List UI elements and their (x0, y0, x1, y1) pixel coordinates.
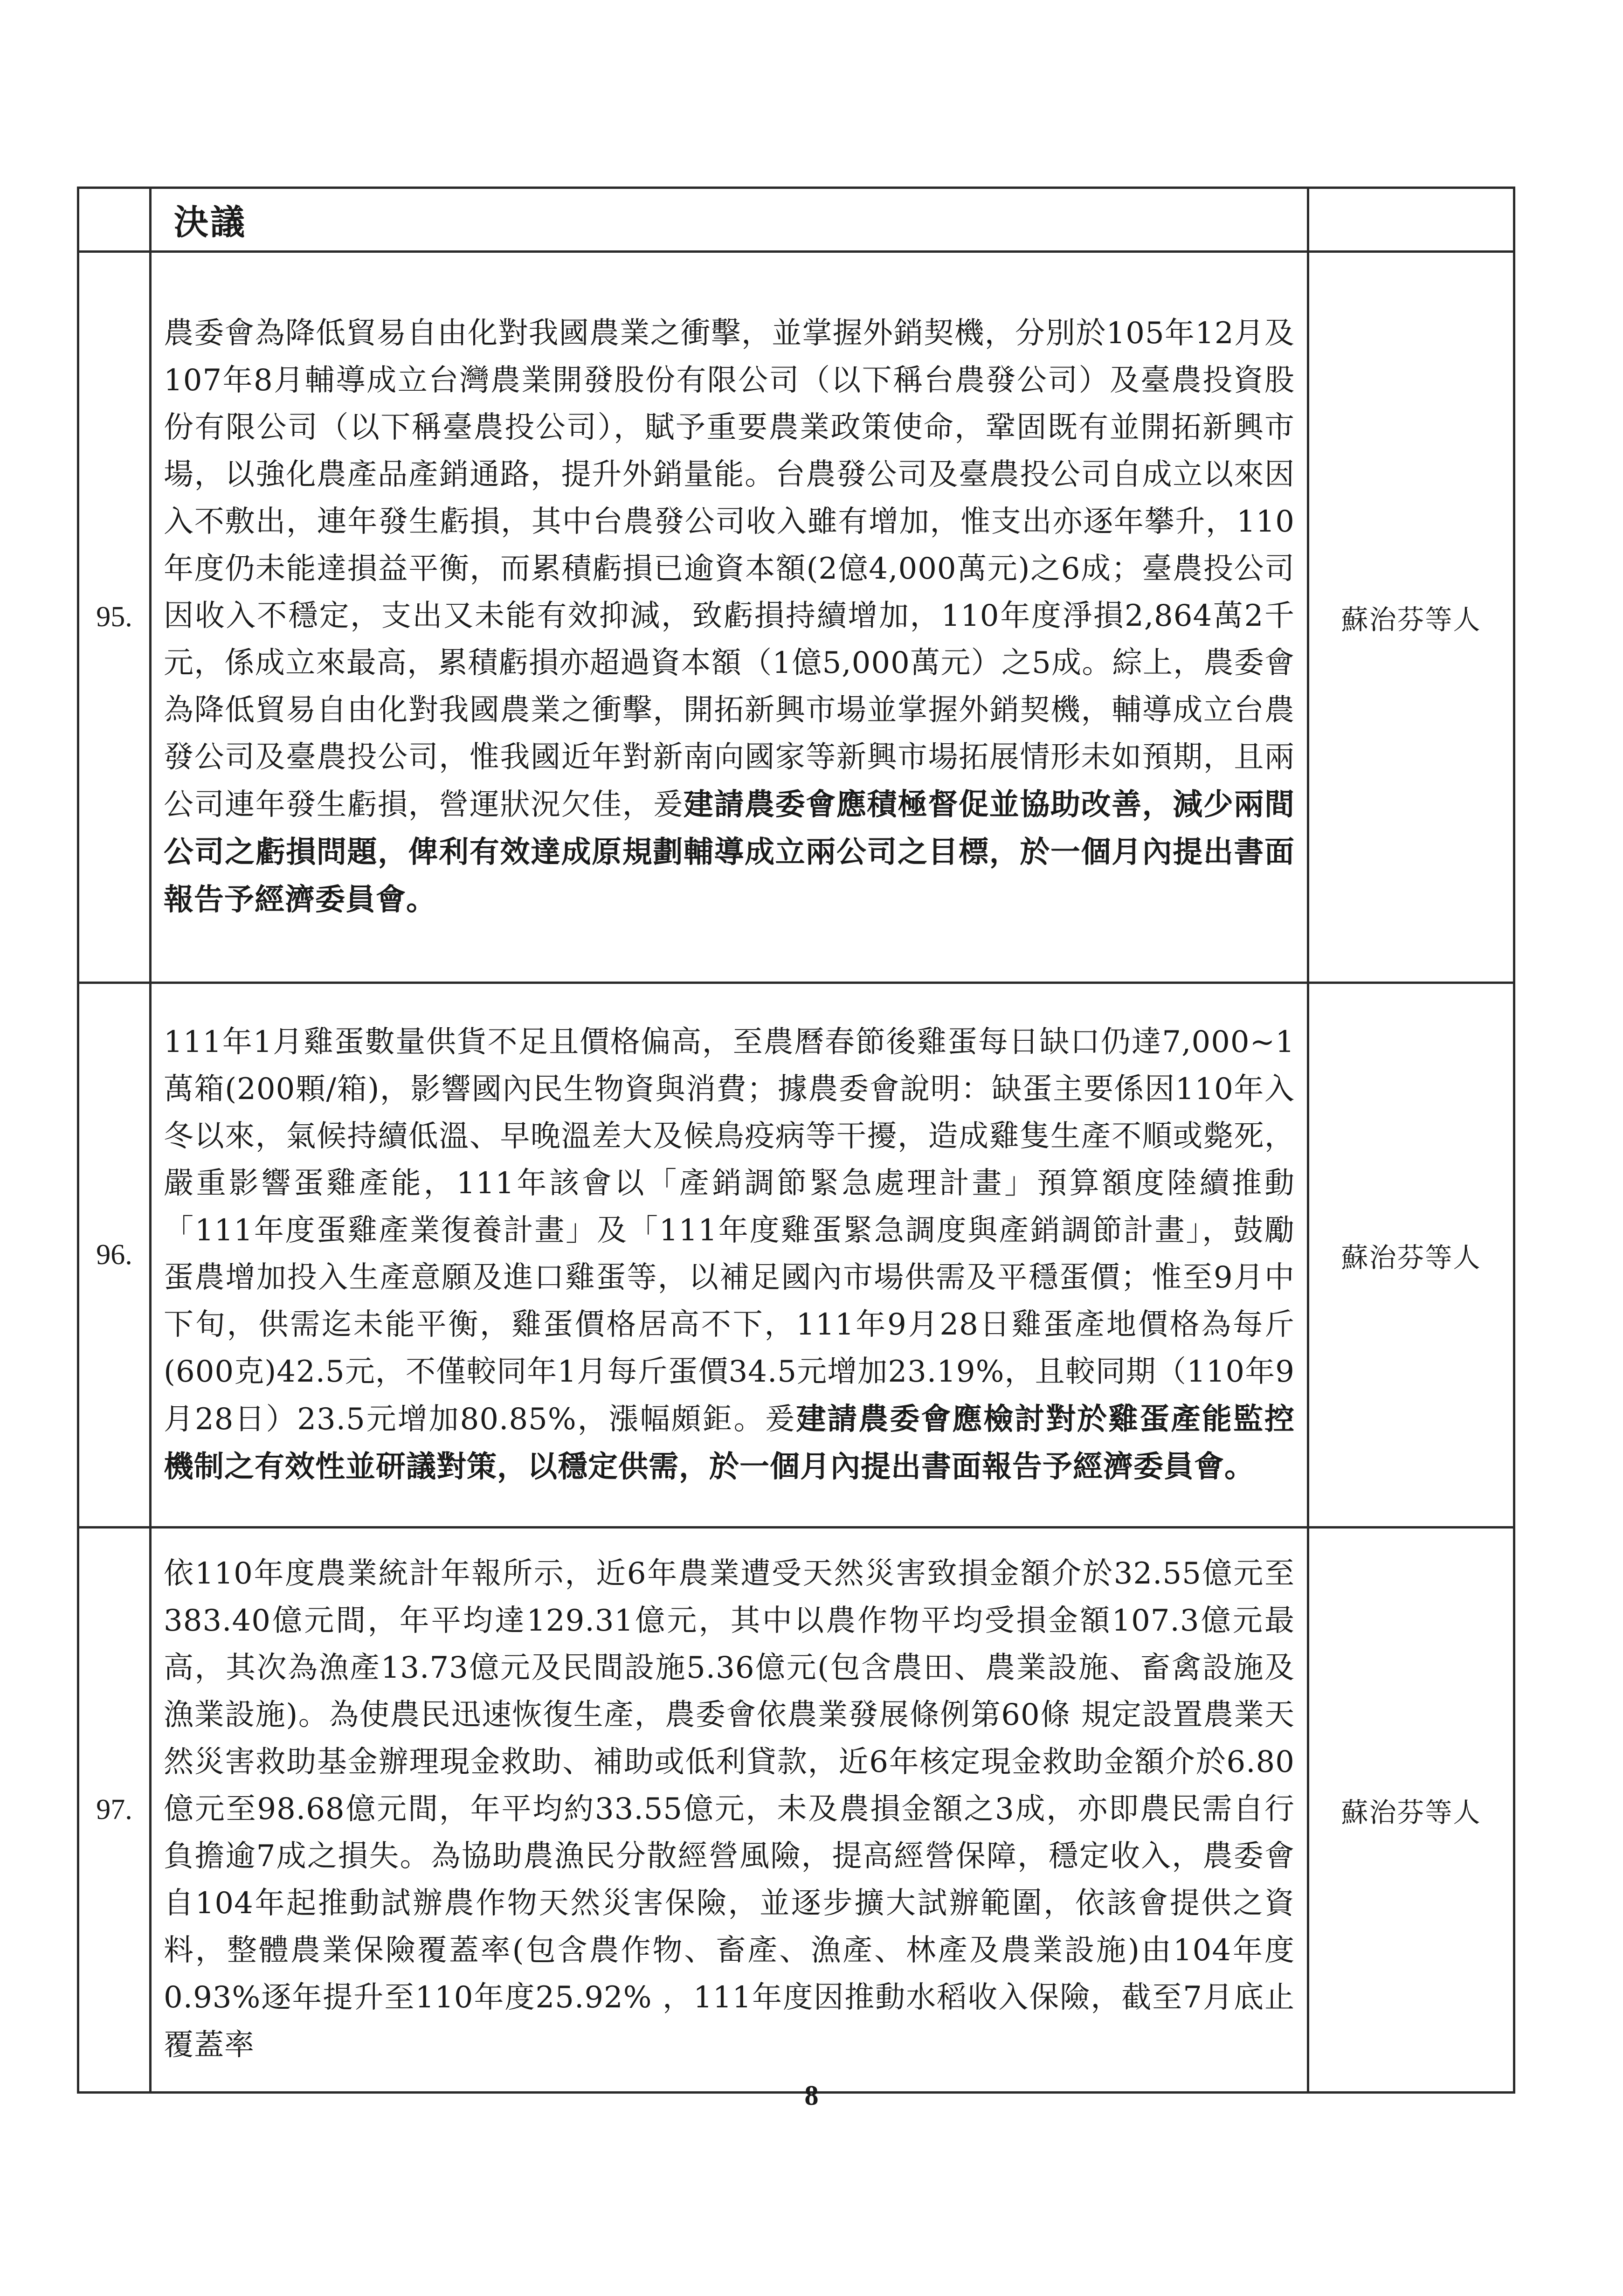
resolution-text (151, 1528, 1308, 2093)
resolution-body: 農委會為降低貿易自由化對我國農業之衝擊，並掌握外銷契機，分別於105年12月及107年8月輔導成立台灣農業開發股份有限公司（以下稱台農發公司）及臺農投資股份有限公司（以下稱臺農投公司），賦予重要農業政策使命，鞏固既有並開拓新興市場，以強化農產品產銷通路，提升外銷量能。台農發公司及臺農投公司自成立以來因入不敷出，連年發生虧損，其中台農發公司收入雖有增加，惟支出亦逐年攀升，110年度仍未能達損益平衡，而累積虧損已逾資本額(2億4,000萬元)之6成；臺農投公司因收入不穩定，支出又未能有效抑減，致虧損持續增加，110年度淨損2,864萬2千元，係成立來最高，累積虧損亦超過資本額（1億5,000萬元）之5成。綜上，農委會為降低貿易自由化對我國農業之衝擊，開拓新興市場並掌握外銷契機，輔導成立台農發公司及臺農投公司，惟我國近年對新南向國家等新興市場拓展情形未如預期，且兩公司連年發生虧損，營運狀況欠佳，爰 (164, 316, 1295, 822)
row-number: 97. (78, 1528, 151, 2093)
resolution-body: 依110年度農業統計年報所示，近6年農業遭受天然災害致損金額介於32.55億元至383.40億元間，年平均達129.31億元，其中以農作物平均受損金額107.3億元最高，其次為漁產13.73億元及民間設施5.36億元(包含農田、農業設施、畜禽設施及漁業設施)。為使農民迅速恢復生產，農委會依農業發展條例第60條 規定設置農業天然災害救助基金辦理現金救助、補助或低利貸款，近6年核定現金救助金額介於6.80億元至98.68億元間，年平均約33.55億元，未及農損金額之3成，亦即農民需自行負擔逾7成之損失。為協助農漁民分散經營風險，提高經營保障，穩定收入，農委會自104年起推動試辦農作物天然災害保險，並逐步擴大試辦範圍，依該會提供之資料，整體農業保險覆蓋率(包含農作物、畜產、漁產、林產及農業設施)由104年度0.93%逐年提升至110年度25.92% ，111年度因推動水稻收入保險，截至7月底止覆蓋率 (164, 1556, 1295, 2062)
table-row (78, 1528, 1514, 2093)
resolution-text (151, 983, 1308, 1528)
row-number: 95. (78, 252, 151, 983)
resolution-request: 建請農委會應檢討對於雞蛋產能監控機制之有效性並研議對策，以穩定供需，於一個月內提出書面報告予經濟委員會。 (164, 1401, 1295, 1484)
resolution-text (151, 252, 1308, 983)
table-row (78, 983, 1514, 1528)
proposer: 蘇治芬等人 (1308, 1528, 1514, 2093)
proposer: 蘇治芬等人 (1308, 252, 1514, 983)
resolution-header: 決議 (151, 188, 1308, 252)
resolution-request: 建請農委會應積極督促並協助改善，減少兩間公司之虧損問題，俾利有效達成原規劃輔導成立兩公司之目標，於一個月內提出書面報告予經濟委員會。 (164, 787, 1295, 917)
resolutions-table (77, 187, 1515, 2094)
row-number: 96. (78, 983, 151, 1528)
proposer: 蘇治芬等人 (1308, 983, 1514, 1528)
page-number: 8 (804, 2080, 819, 2111)
header-number-cell (78, 188, 151, 252)
resolution-body: 111年1月雞蛋數量供貨不足且價格偏高，至農曆春節後雞蛋每日缺口仍達7,000~1萬箱(200顆/箱)，影響國內民生物資與消費；據農委會說明：缺蛋主要係因110年入冬以來，氣候持續低溫、早晚溫差大及候鳥疫病等干擾，造成雞隻生產不順或斃死，嚴重影響蛋雞產能，111年該會以「產銷調節緊急處理計畫」預算額度陸續推動「111年度蛋雞產業復養計畫」及「111年度雞蛋緊急調度與產銷調節計畫」，鼓勵蛋農增加投入生產意願及進口雞蛋等，以補足國內市場供需及平穩蛋價；惟至9月中下旬，供需迄未能平衡，雞蛋價格居高不下，111年9月28日雞蛋產地價格為每斤(600克)42.5元，不僅較同年1月每斤蛋價34.5元增加23.19%，且較同期（110年9月28日）23.5元增加80.85%，漲幅頗鉅。爰 (164, 1024, 1295, 1437)
table-header-row (78, 188, 1514, 252)
table-row (78, 252, 1514, 983)
header-proposer-cell (1308, 188, 1514, 252)
